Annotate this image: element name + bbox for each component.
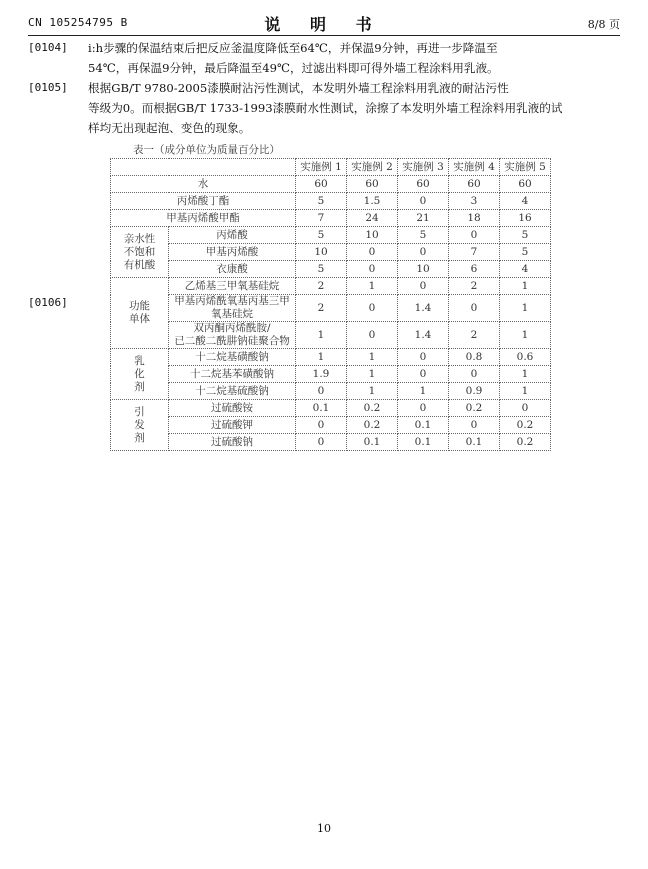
component-name: 水 [111,176,296,193]
document-title: 说 明 书 [264,15,384,34]
value-cell: 4 [500,193,551,210]
value-cell: 0 [296,434,347,451]
value-cell: 0 [398,278,449,295]
value-cell: 21 [398,210,449,227]
value-cell: 1 [500,295,551,322]
value-cell: 0.1 [398,417,449,434]
value-cell: 60 [296,176,347,193]
component-name: 十二烷基磺酸钠 [169,349,296,366]
component-name: 甲基丙烯酸甲酯 [111,210,296,227]
value-cell: 7 [449,244,500,261]
table-row [111,400,551,417]
value-cell: 24 [347,210,398,227]
patent-number: CN 105254795 B [28,16,128,29]
value-cell: 1 [500,366,551,383]
table-row [111,278,551,295]
paragraph-number: [0106] [28,296,68,309]
value-cell: 6 [449,261,500,278]
value-cell: 0.2 [500,434,551,451]
value-cell: 0.6 [500,349,551,366]
table-row [111,383,551,400]
value-cell: 4 [500,261,551,278]
group-label: 引 发 剂 [111,400,169,451]
table-row [111,176,551,193]
value-cell: 0 [398,366,449,383]
component-name: 丙烯酸 [169,227,296,244]
header-divider [28,35,620,36]
value-cell: 7 [296,210,347,227]
value-cell: 0.1 [347,434,398,451]
table-row [111,295,551,322]
component-name: 丙烯酸丁酯 [111,193,296,210]
table-row [111,349,551,366]
value-cell: 60 [347,176,398,193]
value-cell: 10 [296,244,347,261]
page-indicator: 8/8 页 [587,18,620,31]
paragraph-0104 [28,38,628,78]
component-name: 十二烷基苯磺酸钠 [169,366,296,383]
column-header: 实施例 2 [347,159,398,176]
table-row [111,244,551,261]
component-name: 甲基丙烯酸 [169,244,296,261]
paragraph-line: 等级为0。而根据GB/T 1733-1993漆膜耐水性测试，涂擦了本发明外墙工程涂料用乳液的试 [88,101,563,115]
value-cell: 0 [449,227,500,244]
component-name: 双丙酮丙烯酰胺/ 已二酸二酰肼钠硅聚合物 [169,322,296,349]
paragraph-line: 根据GB/T 9780-2005漆膜耐沾污性测试，本发明外墙工程涂料用乳液的耐沾污性 [88,81,509,95]
table-row [111,210,551,227]
paragraph-number: [0104] [28,41,68,54]
value-cell: 1 [347,349,398,366]
value-cell: 0.1 [398,434,449,451]
value-cell: 0 [398,349,449,366]
value-cell: 0 [449,417,500,434]
value-cell: 0.1 [296,400,347,417]
value-cell: 5 [500,227,551,244]
value-cell: 16 [500,210,551,227]
value-cell: 1 [347,278,398,295]
table-row [111,227,551,244]
value-cell: 5 [296,227,347,244]
table-row [111,417,551,434]
value-cell: 60 [449,176,500,193]
value-cell: 0 [347,295,398,322]
value-cell: 0 [500,400,551,417]
composition-table [110,158,551,451]
value-cell: 0 [449,295,500,322]
paragraph-line: i:h步骤的保温结束后把反应釜温度降低至64℃，并保温9分钟，再进一步降温至 [88,41,498,55]
value-cell: 1 [296,349,347,366]
value-cell: 0 [347,322,398,349]
value-cell: 1 [500,322,551,349]
table-header-row [111,159,551,176]
value-cell: 1 [500,383,551,400]
value-cell: 2 [296,278,347,295]
value-cell: 1 [347,366,398,383]
value-cell: 0 [347,244,398,261]
component-name: 过硫酸钠 [169,434,296,451]
column-header: 实施例 1 [296,159,347,176]
value-cell: 18 [449,210,500,227]
value-cell: 1 [347,383,398,400]
value-cell: 0 [296,417,347,434]
value-cell: 5 [296,261,347,278]
group-label: 乳 化 剂 [111,349,169,400]
value-cell: 1.9 [296,366,347,383]
value-cell: 5 [296,193,347,210]
group-label: 亲水性 不饱和 有机酸 [111,227,169,278]
value-cell: 2 [296,295,347,322]
component-name: 十二烷基硫酸钠 [169,383,296,400]
table-row [111,366,551,383]
value-cell: 1 [296,322,347,349]
table-corner-cell [111,159,296,176]
component-name: 过硫酸铵 [169,400,296,417]
component-name: 过硫酸钾 [169,417,296,434]
table-row [111,434,551,451]
value-cell: 0.1 [449,434,500,451]
column-header: 实施例 5 [500,159,551,176]
value-cell: 0 [398,400,449,417]
table-caption: 表一（成分单位为质量百分比） [133,144,280,156]
table-row [111,193,551,210]
page-header [28,12,620,34]
value-cell: 5 [398,227,449,244]
component-name: 甲基丙烯酰氧基丙基三甲 氧基硅烷 [169,295,296,322]
table-row [111,322,551,349]
paragraph-0105 [28,78,628,138]
value-cell: 1.4 [398,322,449,349]
value-cell: 10 [398,261,449,278]
value-cell: 1.4 [398,295,449,322]
column-header: 实施例 3 [398,159,449,176]
value-cell: 0.2 [500,417,551,434]
paragraph-line: 54℃，再保温9分钟，最后降温至49℃，过滤出料即可得外墙工程涂料用乳液。 [88,61,499,75]
value-cell: 1 [500,278,551,295]
page-number: 10 [317,822,331,835]
table-row [111,261,551,278]
value-cell: 3 [449,193,500,210]
value-cell: 5 [500,244,551,261]
value-cell: 0 [449,366,500,383]
value-cell: 0 [347,261,398,278]
value-cell: 0.9 [449,383,500,400]
value-cell: 60 [500,176,551,193]
value-cell: 0 [398,244,449,261]
group-label: 功能 单体 [111,278,169,349]
component-name: 衣康酸 [169,261,296,278]
value-cell: 1 [398,383,449,400]
column-header: 实施例 4 [449,159,500,176]
value-cell: 0.2 [347,417,398,434]
paragraph-number: [0105] [28,81,68,94]
value-cell: 60 [398,176,449,193]
value-cell: 1.5 [347,193,398,210]
value-cell: 2 [449,322,500,349]
value-cell: 0.8 [449,349,500,366]
value-cell: 0.2 [347,400,398,417]
component-name: 乙烯基三甲氧基硅烷 [169,278,296,295]
value-cell: 0 [296,383,347,400]
value-cell: 0.2 [449,400,500,417]
value-cell: 10 [347,227,398,244]
value-cell: 2 [449,278,500,295]
value-cell: 0 [398,193,449,210]
paragraph-line: 样均无出现起泡、变色的现象。 [88,121,251,135]
